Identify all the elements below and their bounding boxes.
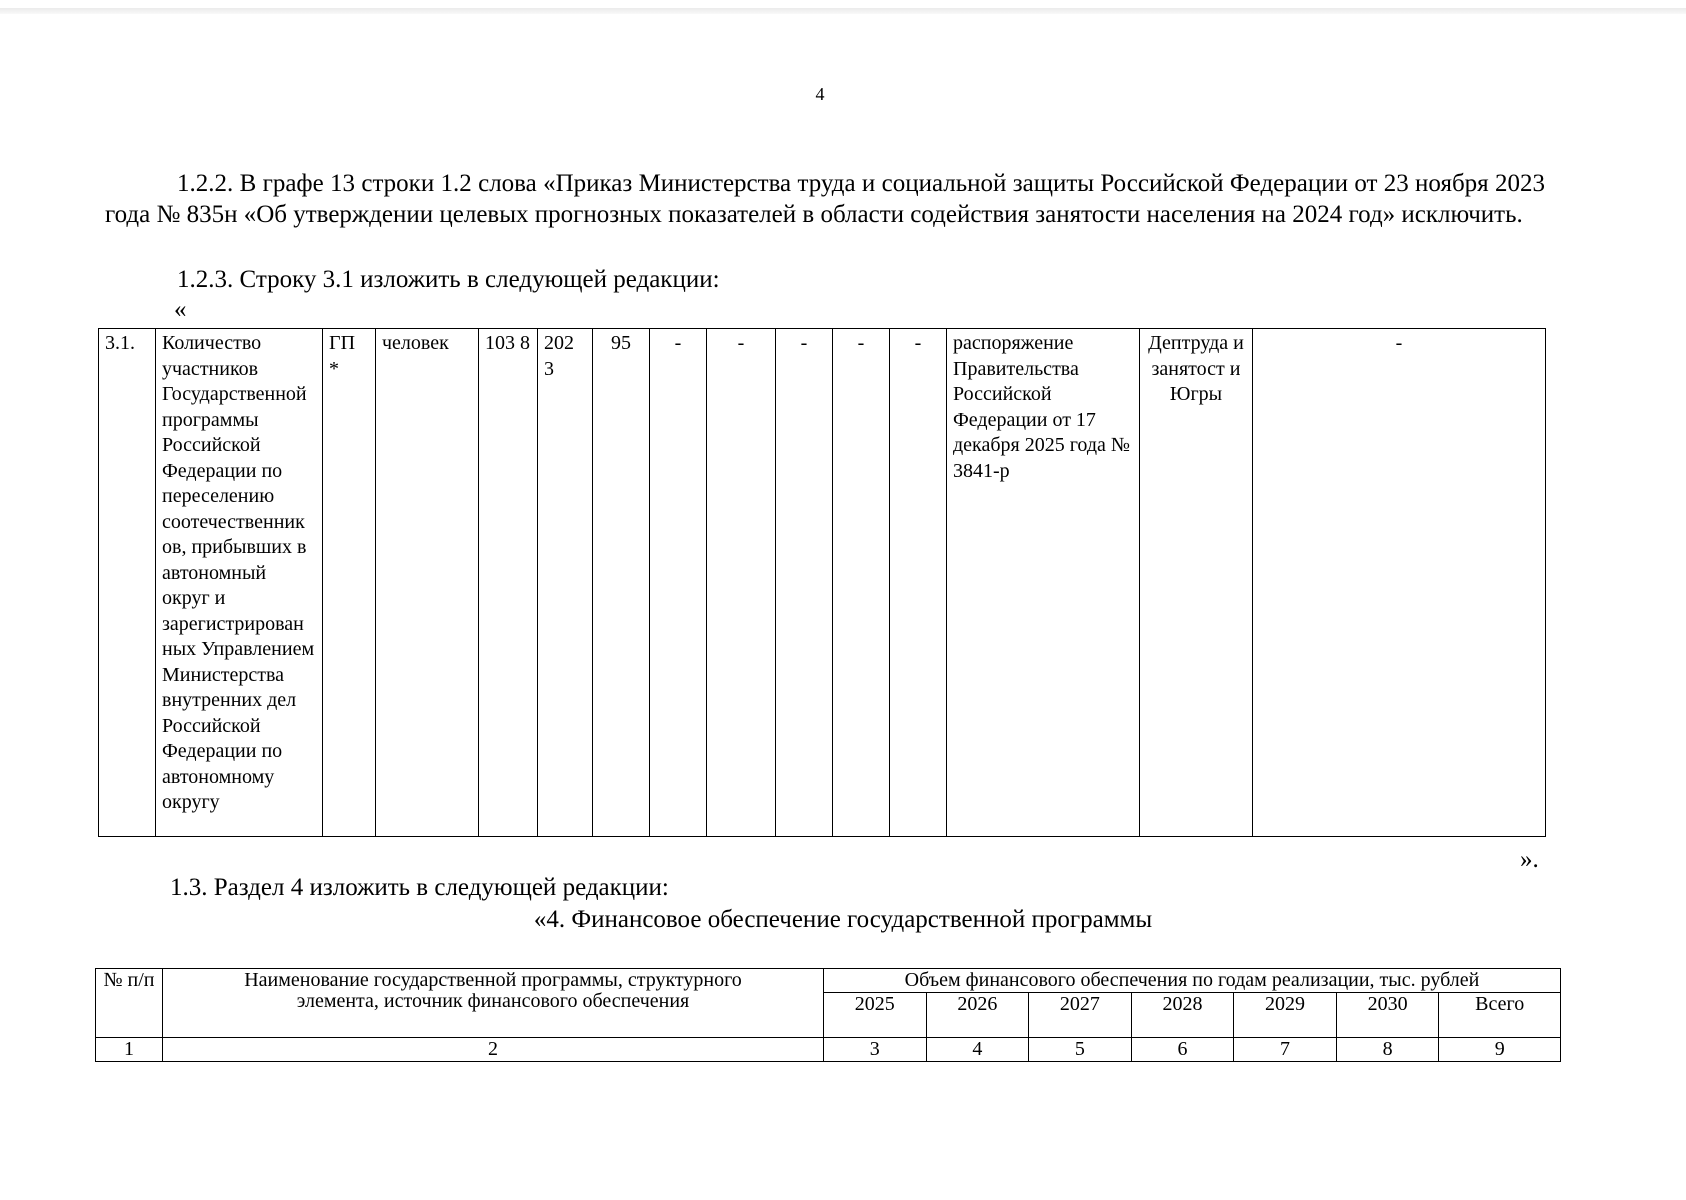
cell-indicator-name: Количество участников Государственной программы Российской Федерации по переселению соотечественник ов, прибывших в автономный округ и зарегистрирован ных Управлением Министерства внутренних дел Российской Федерации по автономному округу [156, 329, 323, 837]
cell-value-1: 95 [593, 329, 650, 837]
cell-document: распоряжение Правительства Российской Федерации от 17 декабря 2025 года № 3841-р [947, 329, 1140, 837]
section-heading: «4. Финансовое обеспечение государственной программы [533, 906, 1153, 933]
index-cell: 3 [824, 1038, 927, 1062]
cell-base-year: 202 3 [538, 329, 593, 837]
cell-number: 3.1. [99, 329, 156, 837]
cell-unit: человек [376, 329, 479, 837]
cell-value-4: - [776, 329, 833, 837]
index-cell: 9 [1439, 1038, 1561, 1062]
header-name: Наименование государственной программы, структурного элемента, источник финансового обеспечения [163, 969, 824, 1038]
cell-level: ГП * [323, 329, 376, 837]
cell-value-2: - [650, 329, 707, 837]
closing-quote: ». [1520, 846, 1539, 873]
header-year-2025: 2025 [824, 993, 927, 1038]
opening-quote: « [174, 296, 187, 323]
index-cell: 5 [1029, 1038, 1132, 1062]
header-number: № п/п [96, 969, 163, 1038]
header-year-2029: 2029 [1234, 993, 1337, 1038]
cell-value-6: - [890, 329, 947, 837]
table-row [99, 329, 1546, 837]
paragraph-1-2-2: 1.2.2. В графе 13 строки 1.2 слова «Приказ Министерства труда и социальной защиты Российской Федерации от 23 ноября 2023 года № 835н «Об утверждении целевых прогнозных показателей в области содействия занятости населения на 2024 год» исключить. [105, 170, 1545, 228]
scan-artifact [0, 8, 1686, 14]
index-cell: 6 [1131, 1038, 1234, 1062]
page-number: 4 [815, 84, 825, 104]
cell-value-3: - [707, 329, 776, 837]
index-cell: 4 [926, 1038, 1029, 1062]
row-3-1-table [98, 328, 1546, 837]
header-year-2026: 2026 [926, 993, 1029, 1038]
paragraph-1-3: 1.3. Раздел 4 изложить в следующей редакции: [170, 874, 669, 901]
index-cell: 1 [96, 1038, 163, 1062]
table-index-row [96, 1038, 1561, 1062]
index-cell: 2 [163, 1038, 824, 1062]
cell-base-value: 103 8 [479, 329, 538, 837]
header-volume: Объем финансового обеспечения по годам реализации, тыс. рублей [824, 969, 1561, 993]
table-header-row [96, 969, 1561, 993]
header-year-2027: 2027 [1029, 993, 1132, 1038]
header-year-2030: 2030 [1336, 993, 1439, 1038]
cell-value-5: - [833, 329, 890, 837]
header-year-2028: 2028 [1131, 993, 1234, 1038]
finance-table [95, 968, 1561, 1062]
paragraph-1-2-3: 1.2.3. Строку 3.1 изложить в следующей редакции: [177, 266, 720, 293]
header-total: Всего [1439, 993, 1561, 1038]
index-cell: 7 [1234, 1038, 1337, 1062]
index-cell: 8 [1336, 1038, 1439, 1062]
cell-last: - [1253, 329, 1546, 837]
cell-responsible: Дептруда и занятост и Югры [1140, 329, 1253, 837]
